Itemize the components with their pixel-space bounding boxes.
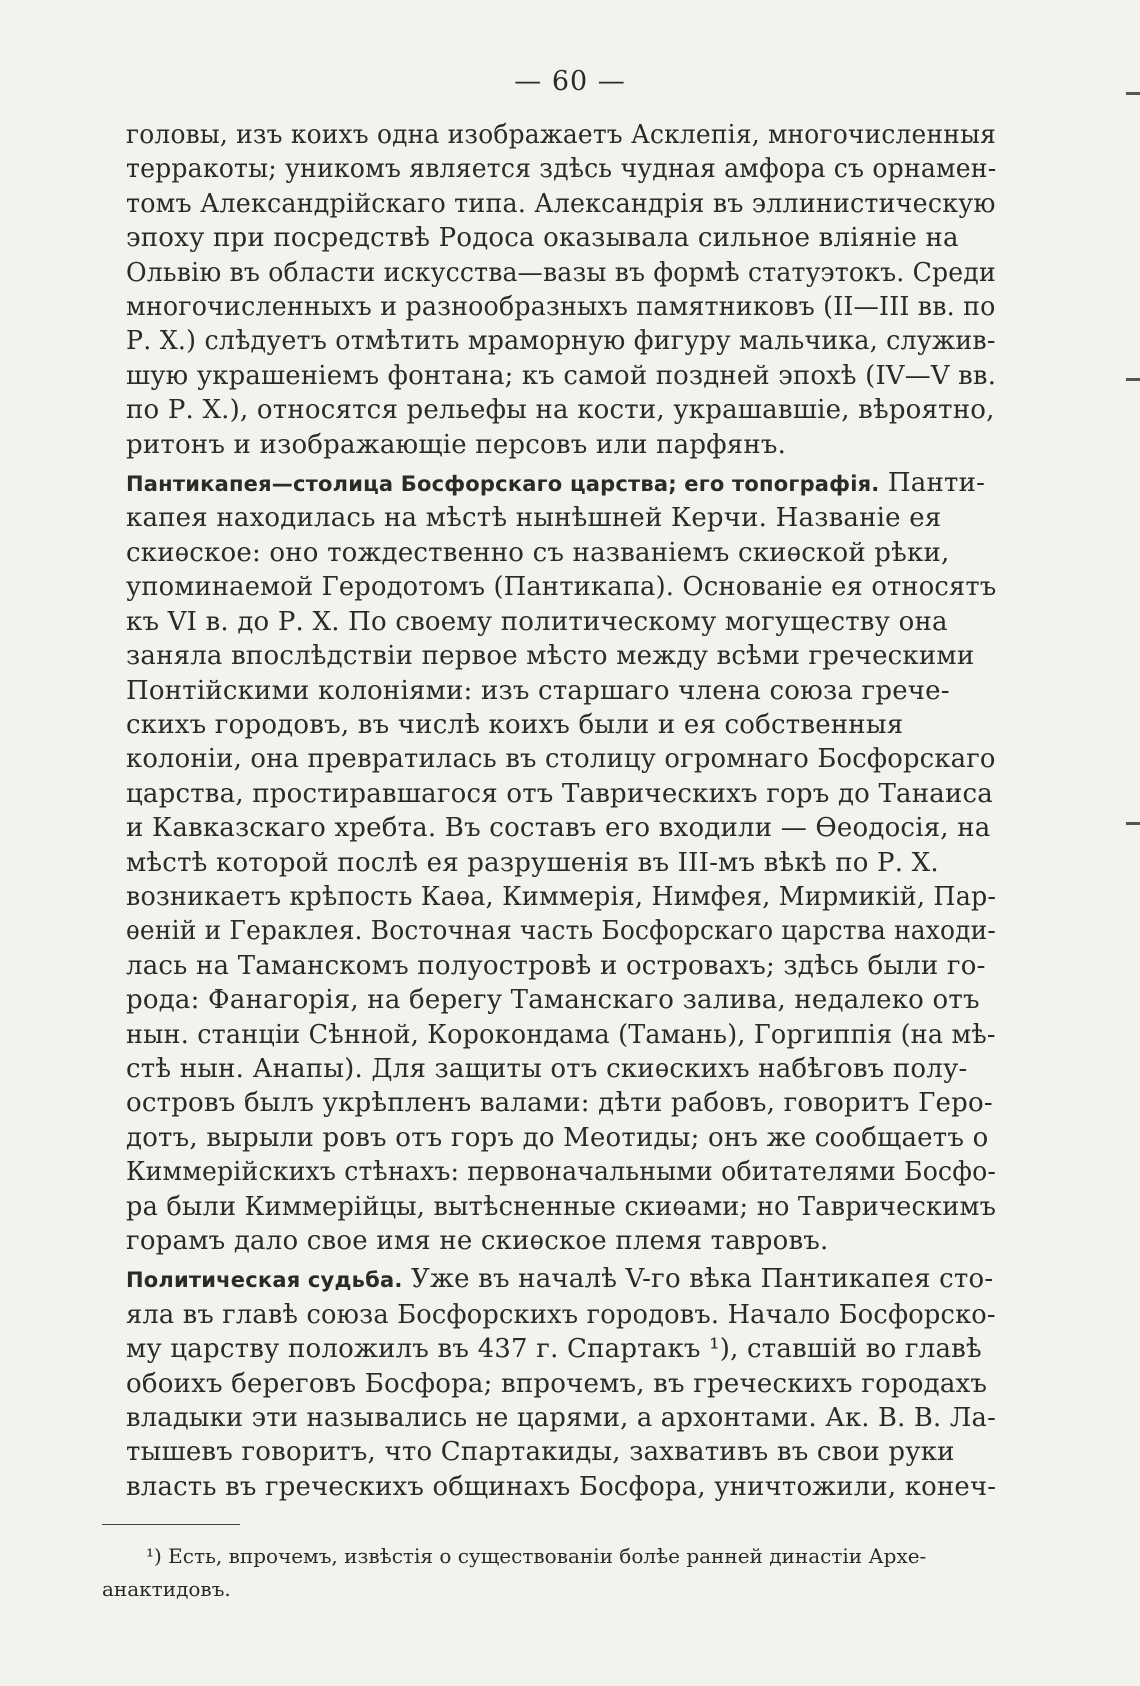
text-fragment: Уже въ началѣ V-го вѣка Пантикапея сто- bbox=[402, 1264, 994, 1295]
text-fragment: Панти- bbox=[879, 468, 986, 499]
text-line: и Кавказскаго хребта. Въ составъ его входили — Ѳеодосія, на bbox=[126, 813, 991, 844]
text-line: Киммерійскихъ стѣнахъ: первоначальными обитателями Босфо- bbox=[126, 1157, 997, 1188]
text-line: му царству положилъ въ 437 г. Спартакъ ¹), ставшій во главѣ bbox=[126, 1334, 982, 1365]
margin-mark bbox=[1126, 378, 1140, 381]
paragraph-olbia bbox=[126, 118, 996, 462]
text-line: эпоху при посредствѣ Родоса оказывала сильное вліяніе на bbox=[126, 223, 959, 254]
margin-mark bbox=[1126, 822, 1140, 825]
text-line: капея находилась на мѣстѣ нынѣшней Керчи. Названіе ея bbox=[126, 503, 942, 534]
text-line: горамъ дало свое имя не скиѳское племя тавровъ. bbox=[126, 1226, 829, 1256]
text-line: владыки эти назывались не царями, а архонтами. Ак. В. В. Ла- bbox=[126, 1403, 997, 1434]
footnote-divider bbox=[102, 1524, 240, 1525]
text-line: томъ Александрійскаго типа. Александрія въ эллинистическую bbox=[126, 188, 996, 219]
section-heading-political-fate: Политическая судьба. bbox=[126, 1268, 403, 1293]
text-line: яла въ главѣ союза Босфорскихъ городовъ. Начало Босфорско- bbox=[126, 1299, 996, 1330]
text-line bbox=[126, 466, 996, 501]
text-line: мѣстѣ которой послѣ ея разрушенія въ III-мъ вѣкѣ по Р. Х. bbox=[126, 847, 939, 878]
text-line: ѳеній и Гераклея. Восточная часть Босфорскаго царства находи- bbox=[126, 916, 996, 947]
text-line: скиѳское: оно тождественно съ названіемъ скиѳской рѣки, bbox=[126, 537, 950, 568]
footnote-line: ¹) Есть, впрочемъ, извѣстія о существованіи болѣе ранней династіи Архе- bbox=[146, 1544, 927, 1568]
text-line: стѣ нын. Анапы). Для защиты отъ скиѳскихъ набѣговъ полу- bbox=[126, 1053, 968, 1084]
text-line: колоніи, она превратилась въ столицу огромнаго Босфорскаго bbox=[126, 744, 996, 775]
text-line: Понтійскими колоніями: изъ старшаго члена союза грече- bbox=[126, 675, 950, 706]
text-line: головы, изъ коихъ одна изображаетъ Асклепія, многочисленныя bbox=[126, 120, 996, 150]
text-line: лась на Таманскомъ полуостровѣ и островахъ; здѣсь были го- bbox=[126, 950, 986, 981]
text-line: рода: Фанагорія, на берегу Таманскаго залива, недалеко отъ bbox=[126, 985, 980, 1016]
text-line: Ольвію въ области искусства—вазы въ формѣ статуэтокъ. Среди bbox=[126, 257, 996, 288]
text-line: тышевъ говоритъ, что Спартакиды, захвативъ въ свои руки bbox=[126, 1437, 955, 1468]
text-line: къ VI в. до Р. Х. По своему политическому могуществу она bbox=[126, 606, 948, 637]
text-line: шую украшеніемъ фонтана; къ самой поздней эпохѣ (IV—V вв. bbox=[126, 360, 996, 391]
body-text bbox=[126, 118, 996, 1504]
text-line: возникаетъ крѣпость Каѳа, Киммерія, Нимфея, Мирмикій, Пар- bbox=[126, 881, 996, 912]
text-line: ра были Киммерійцы, вытѣсненные скиѳами; но Таврическимъ bbox=[126, 1191, 997, 1222]
text-line: нын. станціи Сѣнной, Корокондама (Тамань), Горгиппія (на мѣ- bbox=[126, 1019, 996, 1050]
text-line: упоминаемой Геродотомъ (Пантикапа). Основаніе ея относятъ bbox=[126, 572, 996, 603]
text-line: по Р. Х.), относятся рельефы на кости, украшавшіе, вѣроятно, bbox=[126, 395, 995, 426]
page-number: — 60 — bbox=[514, 66, 626, 97]
text-line: власть въ греческихъ общинахъ Босфора, уничтожили, конеч- bbox=[126, 1471, 997, 1502]
margin-mark bbox=[1126, 92, 1140, 95]
text-line: ритонъ и изображающіе персовъ или парфянъ. bbox=[126, 429, 787, 460]
text-line: островъ былъ укрѣпленъ валами: дѣти рабовъ, говоритъ Геро- bbox=[126, 1088, 993, 1119]
footnote-line: анактидовъ. bbox=[102, 1577, 231, 1601]
text-line: Р. Х.) слѣдуетъ отмѣтить мраморную фигуру мальчика, служив- bbox=[126, 326, 996, 357]
text-line: заняла впослѣдствіи первое мѣсто между всѣми греческими bbox=[126, 641, 975, 672]
text-line: терракоты; уникомъ является здѣсь чудная амфора съ орнамен- bbox=[126, 154, 997, 185]
paragraph-political-fate bbox=[126, 1262, 996, 1504]
footnote bbox=[102, 1540, 996, 1606]
text-line: обоихъ береговъ Босфора; впрочемъ, въ греческихъ городахъ bbox=[126, 1368, 988, 1399]
text-line: царства, простиравшагося отъ Таврическихъ горъ до Танаиса bbox=[126, 778, 993, 809]
paragraph-panticapaeum bbox=[126, 466, 996, 1258]
text-line: дотъ, вырыли ровъ отъ горъ до Меотиды; онъ же сообщаетъ о bbox=[126, 1122, 989, 1153]
section-heading-panticapaeum: Пантикапея—столица Босфорскаго царства; его топографія. bbox=[126, 472, 880, 497]
text-line bbox=[126, 1262, 996, 1297]
text-line: многочисленныхъ и разнообразныхъ памятниковъ (II—III вв. по bbox=[126, 292, 996, 323]
text-line: скихъ городовъ, въ числѣ коихъ были и ея собственныя bbox=[126, 709, 904, 740]
